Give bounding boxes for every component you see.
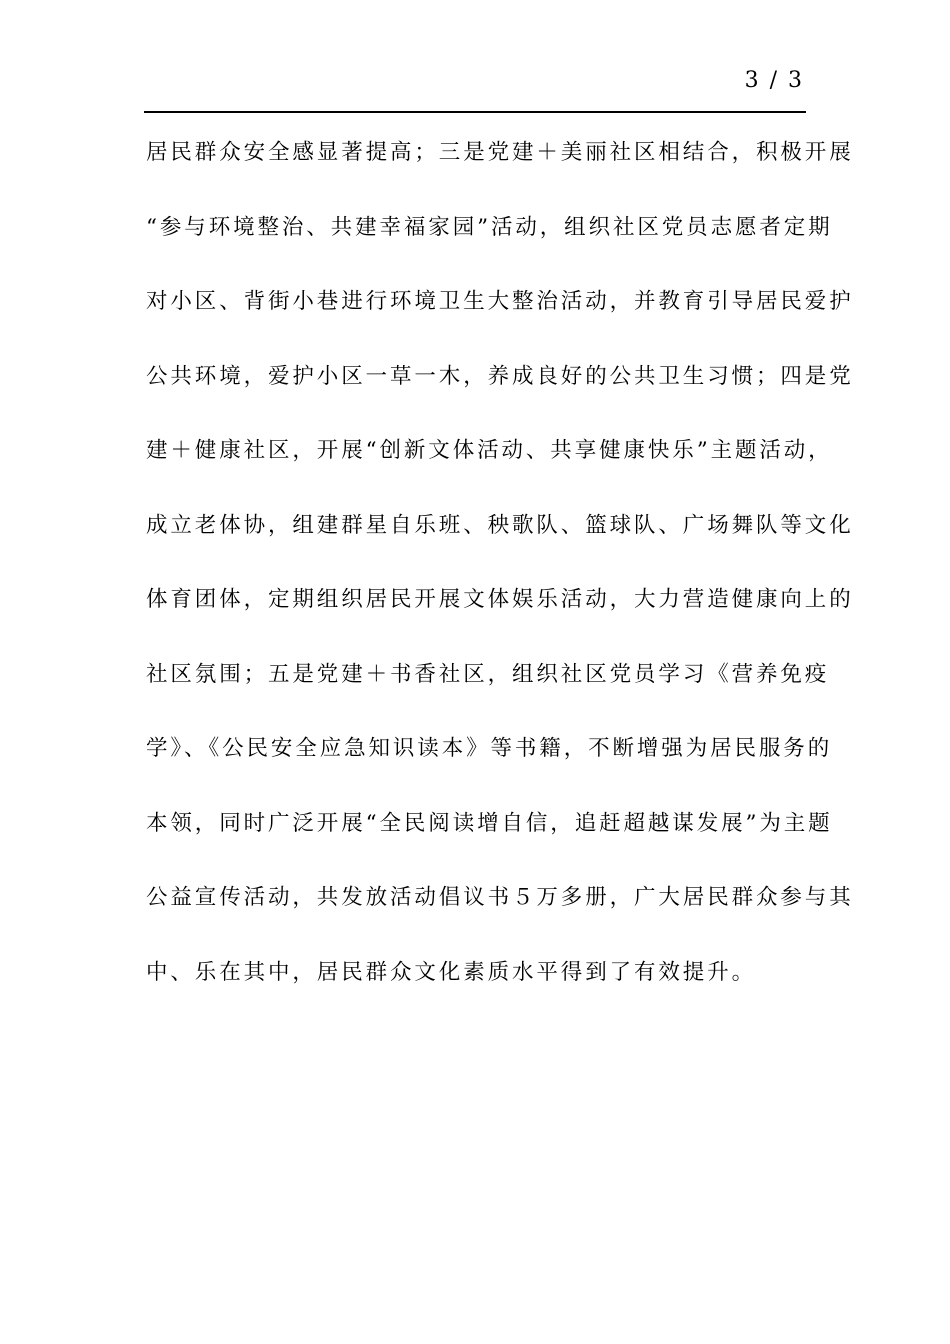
body-line: 公共环境，爱护小区一草一木，养成良好的公共卫生习惯；四是党 xyxy=(146,363,854,389)
body-line: 对小区、背街小巷进行环境卫生大整治活动，并教育引导居民爱护 xyxy=(146,289,854,314)
body-line: 中、乐在其中，居民群众文化素质水平得到了有效提升。 xyxy=(146,959,757,985)
body-line: 成立老体协，组建群星自乐班、秧歌队、篮球队、广场舞队等文化 xyxy=(146,512,854,538)
body-line: 建＋健康社区，开展“创新文体活动、共享健康快乐”主题活动， xyxy=(146,438,833,463)
body-line: 居民群众安全感显著提高；三是党建＋美丽社区相结合，积极开展 xyxy=(146,140,854,165)
body-line: 体育团体，定期组织居民开展文体娱乐活动，大力营造健康向上的 xyxy=(146,587,854,612)
body-line: “参与环境整治、共建幸福家园”活动，组织社区党员志愿者定期 xyxy=(146,214,833,240)
page-number: 3 / 3 xyxy=(744,68,804,93)
body-line: 社区氛围；五是党建＋书香社区，组织社区党员学习《营养免疫 xyxy=(146,661,830,687)
body-line: 公益宣传活动，共发放活动倡议书５万多册，广大居民群众参与其 xyxy=(146,885,854,910)
body-line: 本领，同时广泛开展“全民阅读增自信，追赶超越谋发展”为主题 xyxy=(146,810,833,836)
header-divider xyxy=(144,111,806,113)
document-body xyxy=(146,128,854,1022)
body-line: 学》、《公民安全应急知识读本》等书籍，不断增强为居民服务的 xyxy=(146,736,833,761)
